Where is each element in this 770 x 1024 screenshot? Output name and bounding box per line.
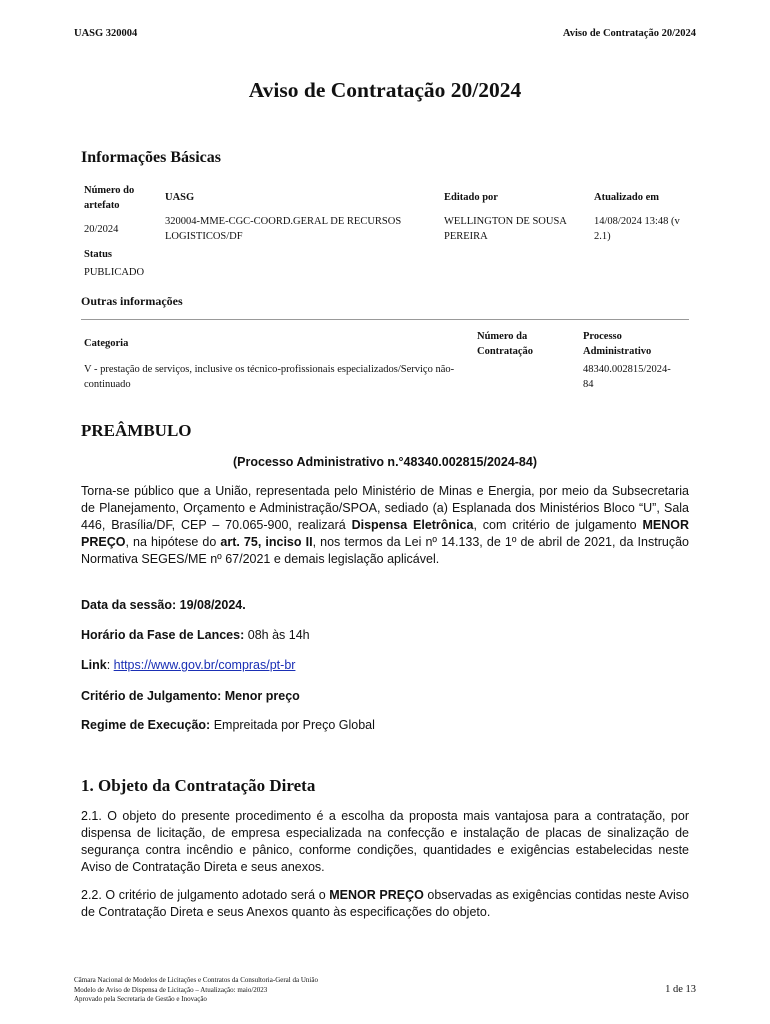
execution-regime-line — [81, 718, 375, 732]
item-2-text-1: 2.2. O critério de julgamento adotado será o — [81, 888, 330, 902]
preamble-bold-3: art. 75, inciso II — [220, 535, 313, 549]
session-date: Data da sessão: 19/08/2024. — [81, 598, 246, 612]
footer-line-2: Modelo de Aviso de Dispensa de Licitação – Atualização: maio/2023 — [74, 985, 268, 994]
section-1-item-2 — [81, 887, 689, 921]
footer-line-1: Câmara Nacional de Modelos de Licitações e Contratos da Consultoria-Geral da União — [74, 976, 318, 984]
edited-by-value: WELLINGTON DE SOUSA PEREIRA — [444, 216, 567, 242]
process-number-line: (Processo Administrativo n.°48340.002815/2024-84) — [233, 455, 537, 469]
updated-at-value: 14/08/2024 13:48 (v 2.1) — [594, 216, 680, 242]
status-label: Status — [84, 249, 113, 260]
preamble-bold-2: MENOR PREÇO — [81, 518, 689, 549]
execution-regime-label: Regime de Execução: — [81, 718, 211, 732]
item-2-bold: MENOR PREÇO — [329, 888, 424, 902]
uasg-value: 320004-MME-CGC-COORD.GERAL DE RECURSOS LOGISTICOS/DF — [165, 216, 402, 242]
bids-time-label: Horário da Fase de Lances: — [81, 628, 245, 642]
preamble-heading: PREÂMBULO — [81, 421, 192, 440]
footer-line-3: Aprovado pela Secretaria de Gestão e Inovação — [74, 995, 207, 1003]
preamble-text-4: , nos termos da Lei nº 14.133, de 1º de abril de 2021, da Instrução Normativa SEGES/ME nº 67/2021 e demais legislação aplicável. — [81, 535, 689, 566]
preamble-text-1: Torna-se público que a União, representada pelo Ministério de Minas e Energia, por meio da Subsecretaria de Planejamento, Orçamento e Administração/SPOA, sediado (a) Esplanada dos Ministérios Bloco “U”, Sala 446, Brasília/DF, CEP – 70.065-900, realizará — [81, 484, 689, 532]
page-number: 1 de 13 — [665, 984, 696, 995]
admin-process-value: 48340.002815/2024-84 — [583, 364, 671, 390]
preamble-text-3: , na hipótese do — [125, 535, 221, 549]
item-2-text-2: observadas as exigências contidas neste Aviso de Contratação Direta e seus Anexos quanto às especificações do objeto. — [81, 888, 690, 919]
other-info-heading: Outras informações — [81, 294, 183, 308]
col-category: Categoria — [84, 338, 129, 349]
execution-regime-value: Empreitada por Preço Global — [210, 718, 375, 732]
col-updated-at: Atualizado em — [594, 192, 660, 203]
col-admin-process: Processo Administrativo — [583, 331, 652, 357]
link-separator: : — [106, 658, 114, 672]
col-uasg: UASG — [165, 192, 195, 203]
footer-notes — [74, 976, 318, 1005]
section-1-heading: 1. Objeto da Contratação Direta — [81, 776, 316, 795]
preamble-bold-1: Dispensa Eletrônica — [351, 518, 474, 532]
category-value: V - prestação de serviços, inclusive os técnico-profissionais especializados/Serviço não-continuado — [84, 364, 455, 390]
col-edited-by: Editado por — [444, 192, 498, 203]
preamble-paragraph — [81, 483, 689, 568]
compras-link[interactable]: https://www.gov.br/compras/pt-br — [113, 658, 296, 672]
running-header-right: Aviso de Contratação 20/2024 — [562, 28, 696, 39]
bids-time-line — [81, 628, 310, 642]
link-label: Link — [81, 658, 107, 672]
status-value: PUBLICADO — [84, 267, 145, 278]
section-divider — [81, 319, 689, 320]
artifact-number-value: 20/2024 — [84, 224, 119, 235]
col-artifact-number: Número do artefato — [84, 185, 135, 211]
link-line — [81, 658, 295, 672]
col-contract-number: Número da Contratação — [477, 331, 533, 357]
section-1-item-1: 2.1. O objeto do presente procedimento é a escolha da proposta mais vantajosa para a contratação, por dispensa de licitação, de empresa especializada na confecção e instalação de placas de sinalização de segurança contra incêndio e pânico, conforme condições, quantidades e exigências estabelecidas neste Aviso de Contratação Direta e seus anexos. — [81, 809, 689, 874]
judgment-criterion: Critério de Julgamento: Menor preço — [81, 689, 300, 703]
basic-info-heading: Informações Básicas — [81, 149, 221, 166]
document-title: Aviso de Contratação 20/2024 — [248, 78, 522, 102]
preamble-text-2: , com critério de julgamento — [473, 518, 643, 532]
running-header-left: UASG 320004 — [74, 28, 138, 39]
bids-time-value: 08h às 14h — [244, 628, 310, 642]
